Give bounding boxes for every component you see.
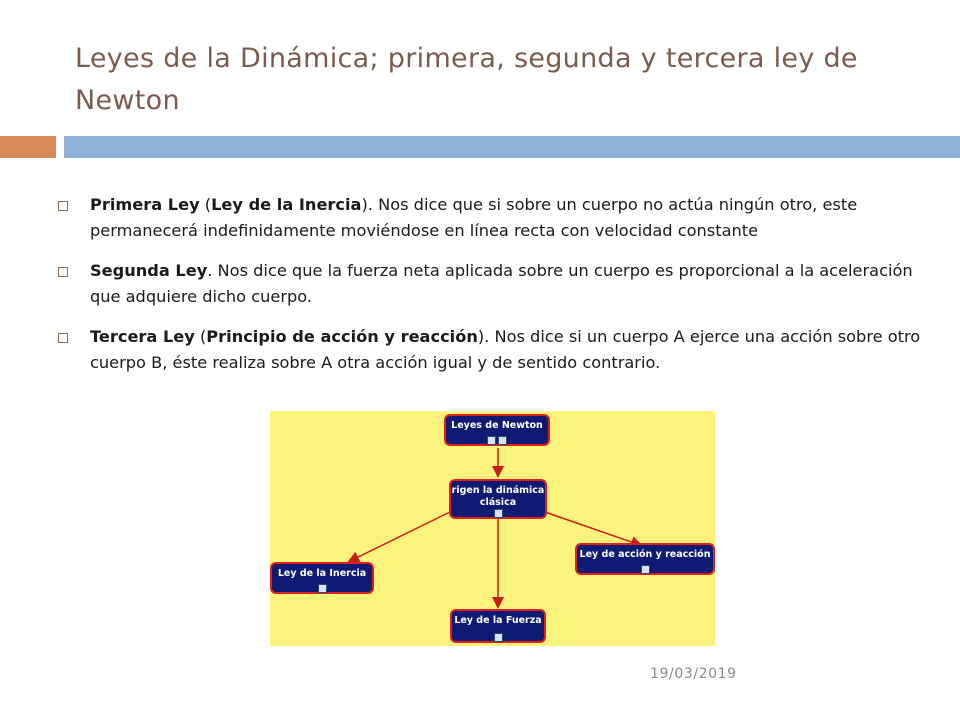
- bullet-bold: Principio de acción y reacción: [206, 327, 478, 346]
- image-icon: [494, 509, 503, 518]
- bullet-bold: Ley de la Inercia: [211, 195, 362, 214]
- node-attachments: [446, 435, 548, 445]
- edge-center-right: [542, 511, 640, 545]
- concept-map: [270, 411, 715, 646]
- bullet-square-icon: [58, 333, 68, 343]
- node-label: Leyes de Newton: [451, 420, 543, 431]
- bullet-text: ). Nos dice si un cuerpo A ejerce una acción sobre otro cuerpo B, éste realiza sobre A otra acción igual y de sentido contrario.: [90, 327, 921, 372]
- bullet-list: [58, 192, 928, 390]
- image-icon: [494, 633, 503, 642]
- node-label: Ley de la Inercia: [277, 568, 367, 579]
- accent-bar-orange: [0, 136, 56, 158]
- node-label: Ley de la Fuerza: [454, 615, 542, 626]
- node-attachments: [577, 564, 713, 574]
- bullet-primera-ley: [58, 192, 928, 244]
- bullet-square-icon: [58, 201, 68, 211]
- image-icon: [487, 436, 496, 445]
- image-icon: [318, 584, 327, 593]
- node-attachments: [451, 508, 545, 518]
- bullet-segunda-ley: [58, 258, 928, 310]
- node-rigen-dinamica[interactable]: [449, 479, 547, 519]
- bullet-text: (: [199, 195, 212, 214]
- bullet-text: ). Nos dice que si sobre un cuerpo no actúa ningún otro, este permanecerá indefinidamente moviéndose en línea recta con velocidad constante: [90, 195, 858, 240]
- slide-title: Leyes de la Dinámica; primera, segunda y tercera ley de Newton: [75, 43, 858, 116]
- edge-center-left: [350, 511, 452, 561]
- node-label: Ley de acción y reacción: [579, 549, 711, 560]
- accent-bar-blue: [64, 136, 960, 158]
- bullet-bold: Segunda Ley: [90, 261, 208, 280]
- node-leyes-de-newton[interactable]: [444, 414, 550, 446]
- node-label: rigen la dinámica clásica: [451, 485, 545, 508]
- bullet-tercera-ley: [58, 324, 928, 376]
- image-icon: [641, 565, 650, 574]
- bullet-square-icon: [58, 267, 68, 277]
- bullet-bold: Primera Ley: [90, 195, 200, 214]
- node-ley-fuerza[interactable]: [450, 609, 546, 643]
- bullet-bold: Tercera Ley: [90, 327, 195, 346]
- bullet-text: (: [194, 327, 207, 346]
- node-attachments: [272, 583, 372, 593]
- slide-date: 19/03/2019: [650, 666, 737, 682]
- node-attachments: [452, 632, 544, 642]
- node-ley-inercia[interactable]: [270, 562, 374, 594]
- document-icon: [498, 436, 507, 445]
- bullet-text: . Nos dice que la fuerza neta aplicada sobre un cuerpo es proporcional a la aceleración que adquiere dicho cuerpo.: [90, 261, 913, 306]
- node-accion-reaccion[interactable]: [575, 543, 715, 575]
